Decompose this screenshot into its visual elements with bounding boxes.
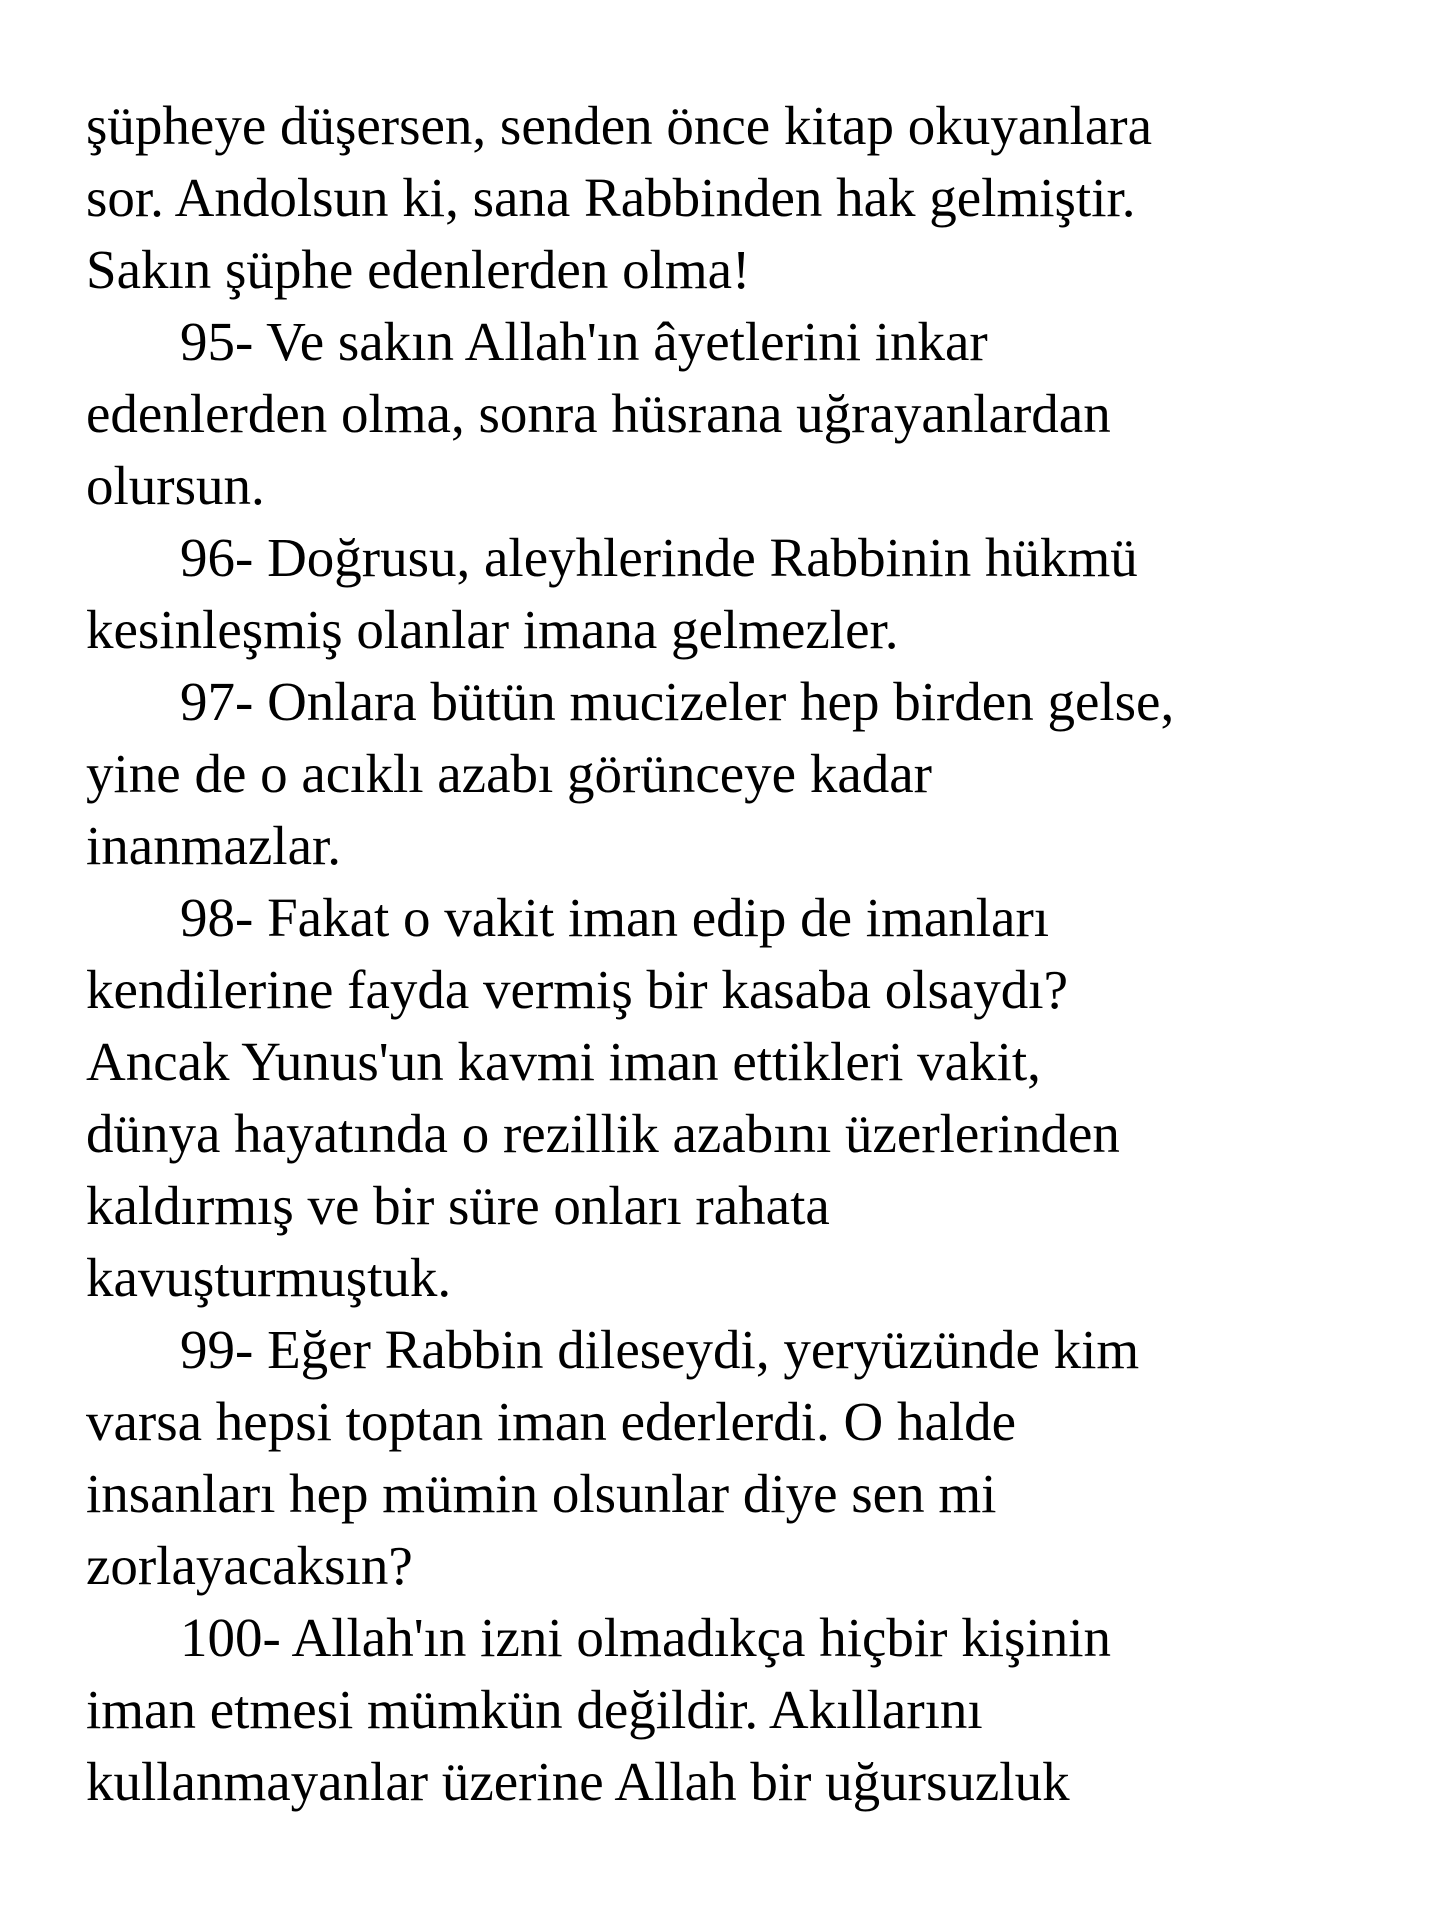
text-line: kesinleşmiş olanlar imana gelmezler. bbox=[86, 599, 899, 660]
verse-96-start: 96- Doğrusu, aleyhlerinde Rabbinin hükmü bbox=[180, 527, 1138, 588]
text-line: Sakın şüphe edenlerden olma! bbox=[86, 239, 751, 300]
verse-98-start: 98- Fakat o vakit iman edip de imanları bbox=[180, 887, 1050, 948]
text-line: kaldırmış ve bir süre onları rahata bbox=[86, 1175, 830, 1236]
text-line: şüpheye düşersen, senden önce kitap okuyanlara bbox=[86, 95, 1153, 156]
text-line: yine de o acıklı azabı görünceye kadar bbox=[86, 743, 932, 804]
text-line: dünya hayatında o rezillik azabını üzerlerinden bbox=[86, 1103, 1120, 1164]
text-line: zorlayacaksın? bbox=[86, 1535, 413, 1596]
text-line: kullanmayanlar üzerine Allah bir uğursuzluk bbox=[86, 1751, 1070, 1812]
text-line: sor. Andolsun ki, sana Rabbinden hak gelmiştir. bbox=[86, 167, 1136, 228]
verse-99-start: 99- Eğer Rabbin dileseydi, yeryüzünde kim bbox=[180, 1319, 1140, 1380]
text-line: kavuşturmuştuk. bbox=[86, 1247, 452, 1308]
document-page bbox=[86, 90, 1406, 1818]
verse-95-start: 95- Ve sakın Allah'ın âyetlerini inkar bbox=[180, 311, 988, 372]
text-line: edenlerden olma, sonra hüsrana uğrayanlardan bbox=[86, 383, 1111, 444]
text-line: insanları hep mümin olsunlar diye sen mi bbox=[86, 1463, 997, 1524]
verse-97-start: 97- Onlara bütün mucizeler hep birden gelse, bbox=[180, 671, 1175, 732]
text-line: olursun. bbox=[86, 455, 265, 516]
text-line: varsa hepsi toptan iman ederlerdi. O halde bbox=[86, 1391, 1017, 1452]
verse-100-start: 100- Allah'ın izni olmadıkça hiçbir kişinin bbox=[180, 1607, 1111, 1668]
text-line: kendilerine fayda vermiş bir kasaba olsaydı? bbox=[86, 959, 1068, 1020]
text-line: iman etmesi mümkün değildir. Akıllarını bbox=[86, 1679, 983, 1740]
text-line: inanmazlar. bbox=[86, 815, 342, 876]
text-line: Ancak Yunus'un kavmi iman ettikleri vakit, bbox=[86, 1031, 1041, 1092]
